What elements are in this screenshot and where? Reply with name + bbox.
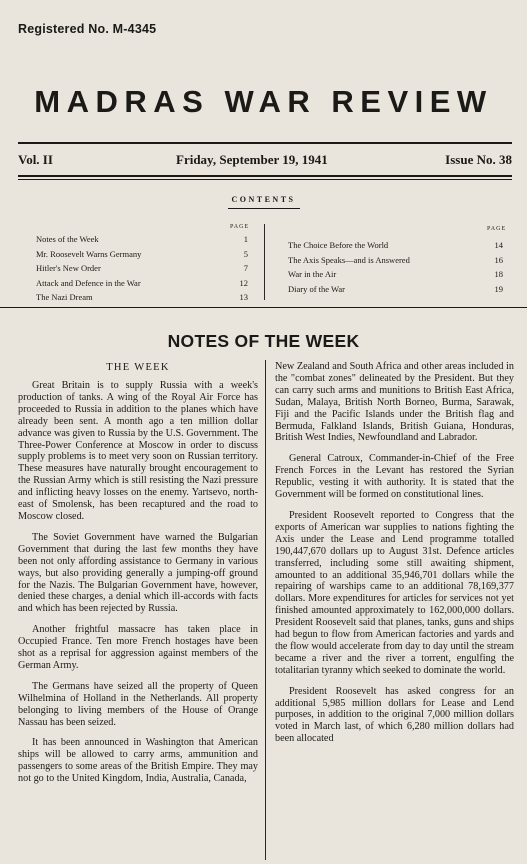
contents-rule-bottom [0,307,527,308]
contents-entry-page: 16 [494,254,503,265]
masthead-title: MADRAS WAR REVIEW [34,84,493,119]
contents-heading: CONTENTS [231,195,296,204]
contents-entry-page: 18 [494,269,503,279]
article-paragraph: The Germans have seized all the property of Queen Wilhelmina of Holland in the Netherlands. All property belonging to living members of the House of Orange Nassau has been seized. [18,680,258,728]
article-paragraph: The Soviet Government have warned the Bulgarian Government that during the last few months they have been not only affording assistance to Germany in various ways, but also providing generally a jumping-off ground for the Nazis. The Bulgarian Government have, however, denied these charges, a denial which ill-accords with facts and which has been rejected by Russia. [18,531,258,615]
section-title: NOTES OF THE WEEK [167,331,360,351]
article-subheading: THE WEEK [106,362,170,373]
article-column-left [18,380,258,860]
registration-number: Registered No. M-4345 [18,22,157,36]
contents-entry-title: War in the Air [288,269,337,279]
issue-number: Issue No. 38 [445,152,512,167]
contents-page-label-left: PAGE [230,224,250,230]
issue-date: Friday, September 19, 1941 [176,152,328,167]
contents-entry [36,292,248,304]
contents-entry [36,278,248,290]
contents-entry-page: 13 [239,292,248,302]
article-paragraph: Another frightful massacre has taken place in Occupied France. Ten more French hostages have been shot as a reprisal for aggression against members of the German Army. [18,624,258,671]
article-paragraph: It has been announced in Washington that American ships will be allowed to carry arms, ammunition and passengers to some areas of the British Empire. They may not go to the United Kingdom, India, Australia, Canada, [18,737,258,785]
article-paragraph: President Roosevelt has asked congress for an additional 5,985 million dollars for Lease and Lend purposes, in addition to the original 7,000 million dollars voted in March last, of which 6,280 million dollars had been allocated [275,685,514,745]
contents-page-label-right: PAGE [487,226,507,232]
contents-heading-underline [228,208,300,209]
contents-entry-page: 7 [243,263,248,273]
contents-entry-title: Mr. Roosevelt Warns Germany [36,248,142,259]
contents-entry [288,269,503,281]
contents-entry-page: 1 [243,234,248,244]
masthead-rule-top [18,142,512,144]
article-paragraph: Great Britain is to supply Russia with a week's production of tanks. A wing of the Royal Air Force has proceeded to Russia in addition to the planes which have already been sent. A month ago a ten million dollar advance was given to Russia by the U.S. Government. The Three-Power Conference at Moscow in order to discuss supply problems is to meet very soon on Russian territory. These measures have naturally brought encouragement to the Russian Army which is still resisting the Nazi pressure and inflicting heavy losses on the enemy. Yartsevo, north-east of Smolensk, has been recaptured and the road to Moscow closed. [18,380,258,522]
contents-entry-title: The Axis Speaks—and is Answered [288,254,410,265]
article-paragraph: New Zealand and South Africa and other areas included in the "combat zones" delineated by the President. But they can carry such arms and munitions to British East Africa, Sudan, Malaya, British North Borneo, Burma, Sarawak, Fiji and the Pacific Islands under the British flag and Bermuda, Falkland Islands, British Guiana, Honduras, British West Indies, Newfoundland and Labrador. [275,361,514,444]
contents-entry-page: 14 [494,240,503,250]
volume-number: Vol. II [18,152,53,167]
contents-entry-title: The Nazi Dream [36,292,93,302]
contents-entry-title: Notes of the Week [36,234,99,244]
contents-entry-page: 19 [494,283,503,294]
contents-entry-title: Hitler's New Order [36,263,101,273]
contents-entry [36,249,248,261]
masthead-rule-bottom-thin [18,179,512,180]
contents-entry [288,240,503,252]
contents-entry-page: 5 [243,248,248,259]
masthead-rule-bottom [18,175,512,177]
contents-divider [264,224,265,300]
contents-entry-title: Diary of the War [288,283,345,294]
contents-entry [36,234,248,246]
column-divider [265,360,266,860]
contents-entry-page: 12 [239,277,248,288]
article-paragraph: President Roosevelt reported to Congress that the exports of American war supplies to nations fighting the Axis under the Lease and Lend programme totalled 190,447,670 dollars up to August 31st. Defence articles transferred, including some still awaiting shipment, amounted to an additional 35,946,701 dollars while the repairing of warships came to an additional 78,169,377 dollars. More expenditures for articles for services not yet finished amounted approximately to 162,000,000 dollars. President Roosevelt said that planes, tanks, guns and ships had begun to flow from American factories and yards and the flow would accelerate from day to day until the stream became a river and the river a torrent, engulfing the totalitarian tyranny which seeked to dominate the world. [275,509,514,676]
contents-entry-title: The Choice Before the World [288,240,389,250]
article-paragraph: General Catroux, Commander-in-Chief of the Free French Forces in the Levant has restored the Syrian Republic, vesting it with authority. It is stated that the Government will be formed on constitutional lines. [275,453,514,501]
contents-entry-title: Attack and Defence in the War [36,277,141,288]
contents-entry [288,255,503,267]
article-column-right [275,361,514,861]
contents-entry [288,284,503,296]
contents-entry [36,263,248,275]
